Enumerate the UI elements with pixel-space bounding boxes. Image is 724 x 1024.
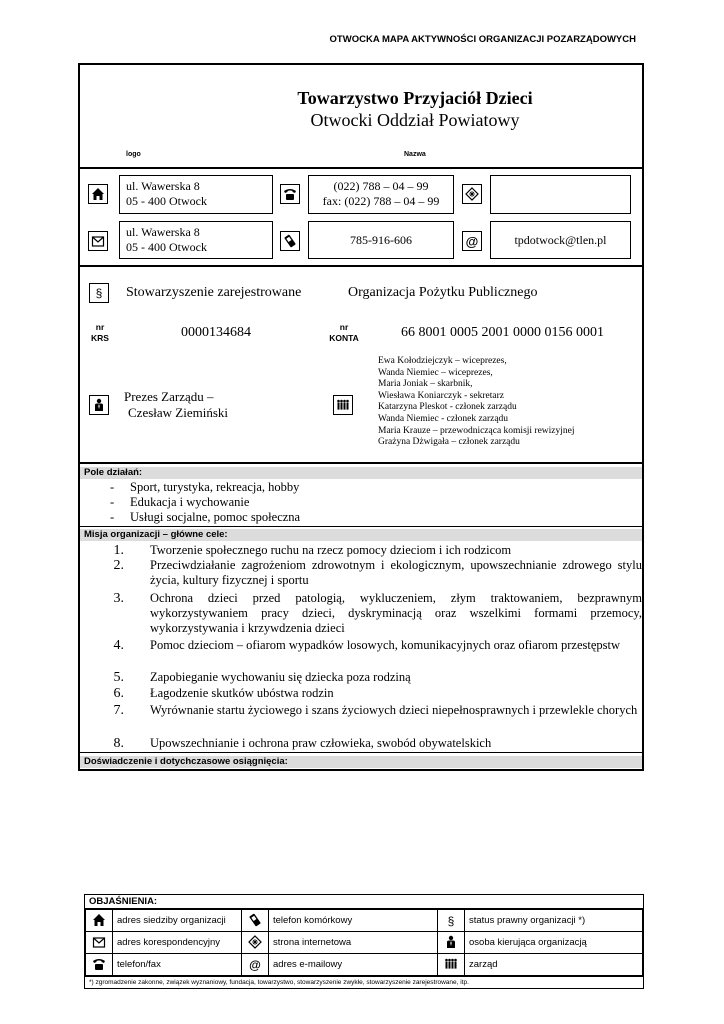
board-member: Wanda Niemiec - członek zarządu bbox=[378, 413, 509, 424]
legend-label: osoba kierująca organizacją bbox=[465, 932, 643, 954]
legend-label: strona internetowa bbox=[269, 932, 438, 954]
website-icon bbox=[462, 184, 482, 204]
mailbox-icon bbox=[90, 933, 108, 951]
president-line1: Prezes Zarządu – bbox=[124, 389, 214, 404]
public-benefit-status: Organizacja Pożytku Publicznego bbox=[348, 285, 538, 300]
legal-status: Stowarzyszenie zarejestrowane bbox=[126, 285, 302, 300]
board-member: Maria Krauze – przewodnicząca komisji rewizyjnej bbox=[378, 425, 575, 436]
board-member: Grażyna Dżwigała – członek zarządu bbox=[378, 437, 520, 448]
mission-number: 1. bbox=[113, 543, 124, 558]
board-member: Ewa Kołodziejczyk – wiceprezes, bbox=[378, 356, 507, 366]
mobile-number: 785-916-606 bbox=[350, 233, 412, 247]
krs-number: 0000134684 bbox=[181, 325, 251, 340]
field-text: Edukacja i wychowanie bbox=[130, 495, 250, 509]
phone-icon bbox=[280, 184, 300, 204]
mission-text: Przeciwdziałanie zagrożeniom zdrowotnym i ekologicznym, upowszechnianie zdrowego stylu życia, kultury fizycznej i sportu bbox=[150, 558, 642, 587]
mission-text: Tworzenie społecznego ruchu na rzecz pomocy dzieciom i ich rodzicom bbox=[150, 543, 512, 557]
corr-address-line1: ul. Wawerska 8 bbox=[126, 225, 200, 239]
phone-number: (022) 788 – 04 – 99 bbox=[333, 179, 429, 193]
board-member: Maria Joniak – skarbnik, bbox=[378, 379, 473, 390]
mission-number: 2. bbox=[113, 558, 124, 573]
org-branch: Otwocki Oddział Powiatowy bbox=[310, 110, 520, 130]
paragraph-icon: § bbox=[89, 283, 109, 303]
fax-number: fax: (022) 788 – 04 – 99 bbox=[322, 194, 440, 208]
list-item: - Edukacja i wychowanie bbox=[110, 495, 250, 509]
divider bbox=[80, 265, 642, 267]
list-item: - Sport, turystyka, rekreacja, hobby bbox=[110, 480, 300, 494]
legend-title: OBJAŚNIENIA: bbox=[85, 895, 643, 909]
website-icon bbox=[246, 933, 264, 951]
board-member: Katarzyna Pleskot - członek zarządu bbox=[378, 402, 517, 413]
home-icon bbox=[90, 911, 108, 929]
corr-address-line2: 05 - 400 Otwock bbox=[126, 240, 207, 254]
mission-text: Upowszechnianie i ochrona praw człowieka, swobód obywatelskich bbox=[150, 736, 492, 750]
board-icon bbox=[333, 395, 353, 415]
field-text: Sport, turystyka, rekreacja, hobby bbox=[130, 480, 300, 494]
mission-number: 5. bbox=[113, 670, 124, 685]
mission-number: 3. bbox=[113, 591, 124, 606]
mission-heading: Misja organizacji – główne cele: bbox=[80, 529, 642, 541]
mission-number: 4. bbox=[113, 638, 124, 653]
divider bbox=[80, 462, 642, 464]
account-label-line1: nr bbox=[339, 322, 349, 332]
account-label-line2: KONTA bbox=[329, 333, 359, 343]
name-label: Nazwa bbox=[404, 151, 426, 158]
list-item: - Usługi socjalne, pomoc społeczna bbox=[110, 510, 301, 524]
mission-text: Wyrównanie startu życiowego i szans życiowych dzieci niepełnosprawnych i przewlekle chorych bbox=[150, 703, 638, 717]
mission-text: Ochrona dzieci przed patologią, wykluczeniem, złym traktowaniem, bezprawnym wykorzystywaniem pracy dzieci, dyskryminacją oraz wszelkimi formami przemocy, wykorzystywania i krzywdzenia dzieci bbox=[150, 591, 642, 635]
mobile-phone-icon bbox=[280, 231, 300, 251]
corr-address-box bbox=[119, 221, 273, 259]
legend-label: adres korespondencyjny bbox=[113, 932, 242, 954]
legend-label: adres e-mailowy bbox=[269, 954, 438, 976]
table-row bbox=[86, 954, 643, 976]
mission-number: 8. bbox=[113, 736, 124, 751]
person-icon bbox=[442, 933, 460, 951]
hq-address-line2: 05 - 400 Otwock bbox=[126, 194, 207, 208]
email-box bbox=[490, 221, 631, 259]
website-value bbox=[491, 176, 630, 188]
krs-label bbox=[88, 322, 112, 344]
board-list bbox=[378, 356, 575, 449]
mission-text: Łagodzenie skutków ubóstwa rodzin bbox=[150, 686, 334, 700]
paragraph-icon: § bbox=[442, 912, 460, 930]
table-row bbox=[86, 910, 643, 932]
home-icon bbox=[88, 184, 108, 204]
legend-label: telefon komórkowy bbox=[269, 910, 438, 932]
mobile-box bbox=[308, 221, 454, 259]
president-name: Czesław Ziemiński bbox=[128, 405, 229, 420]
website-box bbox=[490, 175, 631, 214]
mission-number: 7. bbox=[113, 703, 124, 718]
legend bbox=[84, 894, 644, 989]
legend-label: status prawny organizacji *) bbox=[465, 910, 643, 932]
krs-label-line2: KRS bbox=[91, 333, 109, 343]
at-sign-icon: @ bbox=[246, 956, 264, 974]
email-address: tpdotwock@tlen.pl bbox=[514, 233, 607, 247]
account-label bbox=[322, 322, 366, 344]
table-row bbox=[86, 932, 643, 954]
board-member: Wanda Niemiec – wiceprezes, bbox=[378, 367, 493, 378]
org-name: Towarzystwo Przyjaciół Dzieci bbox=[297, 88, 533, 108]
mission-text: Zapobieganie wychowaniu się dziecka poza rodziną bbox=[150, 670, 411, 684]
mobile-phone-icon bbox=[246, 911, 264, 929]
mission-number: 6. bbox=[113, 686, 124, 701]
legend-label: zarząd bbox=[465, 954, 643, 976]
experience-heading: Doświadczenie i dotychczasowe osiągnięcia: bbox=[80, 756, 642, 768]
mission-text: Pomoc dzieciom – ofiarom wypadków losowych, komunikacyjnych oraz ofiarom przestępstw bbox=[150, 638, 621, 652]
president bbox=[124, 389, 228, 421]
person-icon bbox=[89, 395, 109, 415]
legend-footnote: *) zgromadzenie zakonne, związek wyznaniowy, fundacja, towarzystwo, stowarzyszenie zwykłe, stowarzyszenie zarejestrowane, itp. bbox=[85, 976, 643, 988]
logo-label: logo bbox=[126, 151, 141, 158]
legend-table bbox=[85, 909, 643, 976]
divider bbox=[80, 752, 642, 753]
phone-box bbox=[308, 175, 454, 214]
mailbox-icon bbox=[88, 231, 108, 251]
board-icon bbox=[442, 955, 460, 973]
divider bbox=[80, 526, 642, 527]
at-sign-icon: @ bbox=[462, 231, 482, 251]
krs-label-line1: nr bbox=[95, 322, 105, 332]
field-text: Usługi socjalne, pomoc społeczna bbox=[130, 510, 301, 524]
page-header: OTWOCKA MAPA AKTYWNOŚCI ORGANIZACJI POZARZĄDOWYCH bbox=[329, 34, 636, 45]
phone-icon bbox=[90, 955, 108, 973]
hq-address-box bbox=[119, 175, 273, 214]
fields-heading: Pole działań: bbox=[80, 467, 642, 479]
board-member: Wiesława Koniarczyk - sekretarz bbox=[378, 390, 504, 401]
account-number: 66 8001 0005 2001 0000 0156 0001 bbox=[401, 325, 604, 340]
legend-label: telefon/fax bbox=[113, 954, 242, 976]
fields-list bbox=[110, 480, 300, 525]
legend-label: adres siedziby organizacji bbox=[113, 910, 242, 932]
hq-address-line1: ul. Wawerska 8 bbox=[126, 179, 200, 193]
divider bbox=[80, 167, 642, 169]
